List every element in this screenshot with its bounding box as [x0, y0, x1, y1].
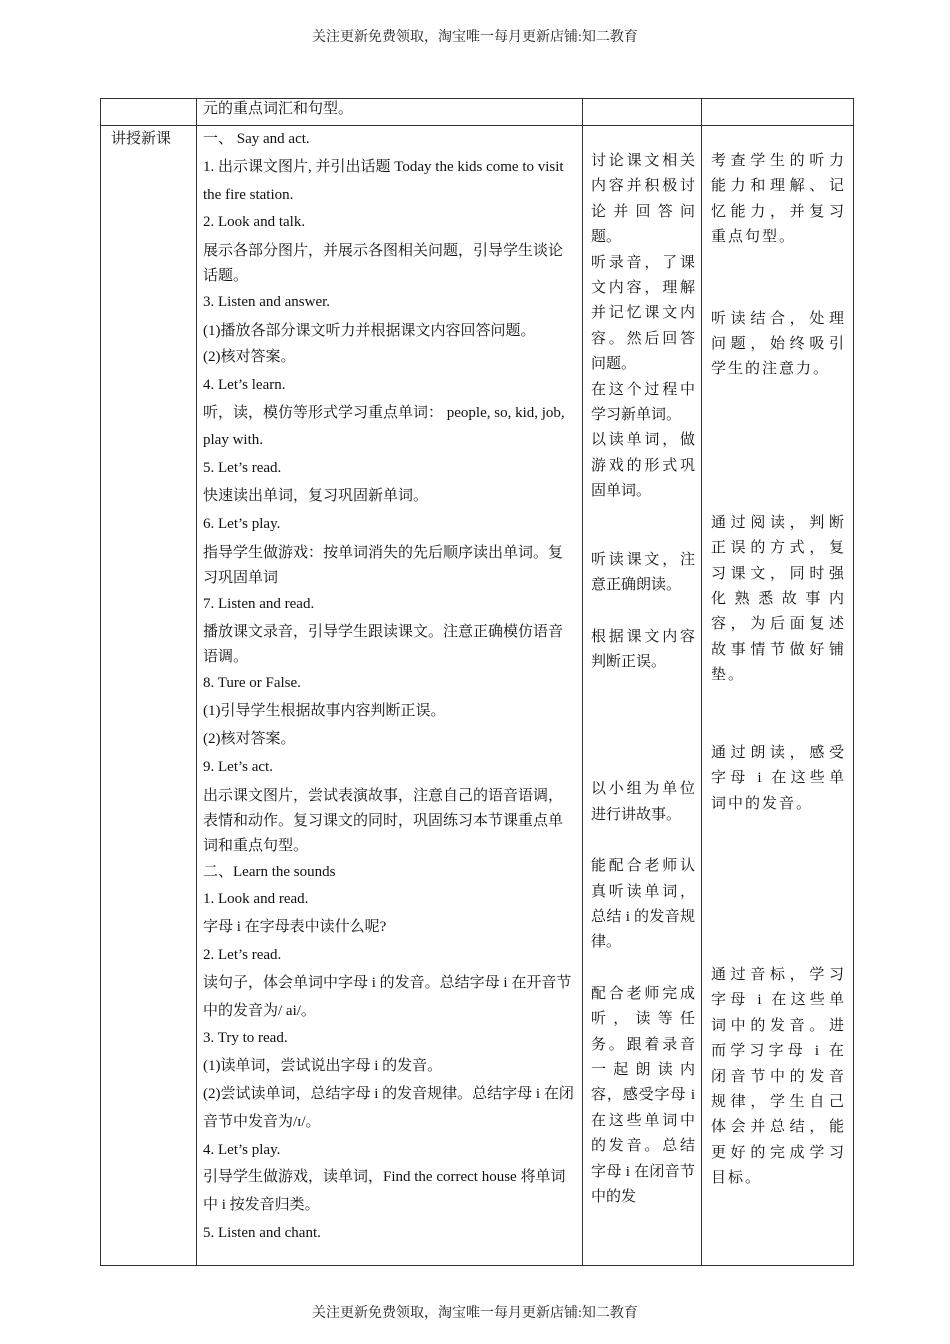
design-intent: 听读结合，处理问题，始终吸引学生的注意力。	[711, 310, 846, 378]
procedure-line: 8. Ture or False.	[203, 675, 301, 692]
design-intent: 通过阅读，判断正误的方式，复习课文，同时强化熟悉故事内容，为后面复述故事情节做好铺垫。	[711, 514, 846, 684]
procedure-line: 4. Let’s play.	[203, 1141, 281, 1158]
prev-row-student-cell	[583, 99, 702, 126]
student-activity: 根据课文内容判断正误。	[591, 628, 695, 670]
prev-row-text: 元的重点词汇和句型。	[203, 101, 354, 117]
procedure-line: 出示课文图片，尝试表演故事，注意自己的语音语调，表情和动作。复习课文的同时，巩固练习本节课重点单词和重点句型。	[203, 787, 564, 854]
design-intent-cell	[702, 126, 854, 1266]
table-row	[101, 126, 854, 1266]
procedure-line: 听，读，模仿等形式学习重点单词： people, so, kid, job, play with.	[203, 404, 565, 449]
procedure-line: (2)尝试读单词，总结字母 i 的发音规律。总结字母 i 在闭音节中发音为/ɪ/。	[203, 1085, 574, 1130]
prev-row-procedure-cell	[197, 99, 583, 126]
procedure-line: 展示各部分图片，并展示各图相关问题，引导学生谈论话题。	[203, 243, 564, 285]
student-activity: 听录音，了课文内容，理解并记忆课文内容。然后回答问题。	[591, 254, 695, 373]
student-activity: 以小组为单位进行讲故事。	[591, 781, 695, 823]
procedure-line: 7. Listen and read.	[203, 595, 315, 612]
procedure-cell	[197, 126, 583, 1266]
design-intent-list	[702, 149, 853, 1192]
section-label-cell	[101, 126, 197, 1266]
procedure-line: 字母 i 在字母表中读什么呢?	[203, 919, 387, 936]
procedure-line: 4. Let’s learn.	[203, 376, 286, 393]
prev-row-intent-cell	[702, 99, 854, 126]
procedure-line: 快速读出单词，复习巩固新单词。	[203, 487, 429, 504]
procedure-line: 引导学生做游戏，读单词，Find the correct house 将单词中 i 按发音归类。	[203, 1169, 566, 1214]
procedure-line: 1. 出示课文图片, 并引出话题 Today the kids come to visit the fire station.	[203, 158, 564, 203]
design-intent: 考查学生的听力能力和理解、记忆能力，并复习重点句型。	[711, 153, 846, 246]
student-activity: 讨论课文相关内容并积极讨论并回答问题。	[591, 153, 695, 246]
procedure-line: (1)播放各部分课文听力并根据课文内容回答问题。	[203, 322, 536, 339]
student-activity: 以读单词，做游戏的形式巩固单词。	[591, 432, 695, 500]
page-footer: 关注更新免费领取，淘宝唯一每月更新店铺:知二教育	[312, 1306, 638, 1321]
procedure-line: 6. Let’s play.	[203, 515, 281, 532]
design-intent: 通过音标，学习字母 i 在这些单词中的发音。进而学习字母 i 在闭音节中的发音规律，学生自己体会并总结，能更好的完成学习目标。	[711, 966, 846, 1187]
procedure-line: 一、 Say and act.	[203, 131, 310, 147]
procedure-line: 播放课文录音，引导学生跟读课文。注意正确模仿语音语调。	[203, 624, 564, 666]
student-activity: 听读课文，注意正确朗读。	[591, 551, 695, 594]
procedure-line: (1)读单词，尝试说出字母 i 的发音。	[203, 1058, 443, 1075]
design-intent: 通过朗读，感受字母 i 在这些单词中的发音。	[711, 744, 846, 812]
student-activity: 配合老师完成听，读等任务。跟着录音一起朗读内容，感受字母 i 在这些单词中的发音。总结字母 i 在闭音节中的发	[591, 985, 695, 1205]
page-header: 关注更新免费领取，淘宝唯一每月更新店铺:知二教育	[312, 30, 638, 45]
procedure-line: 3. Try to read.	[203, 1030, 288, 1047]
section-label: 讲授新课	[111, 131, 172, 147]
table-row	[101, 99, 854, 126]
student-activity: 在这个过程中学习新单词。	[591, 381, 695, 424]
procedure-line: 1. Look and read.	[203, 891, 309, 908]
procedure-line: 2. Let’s read.	[203, 946, 282, 963]
procedure-line: 二、Learn the sounds	[203, 863, 336, 880]
procedure-line: 5. Listen and chant.	[203, 1224, 321, 1241]
procedure-line: 5. Let’s read.	[203, 460, 282, 477]
student-activity: 能配合老师认真听读单词，总结 i 的发音规律。	[591, 858, 695, 951]
procedure-list	[197, 126, 582, 1248]
procedure-line: (1)引导学生根据故事内容判断正误。	[203, 703, 446, 720]
procedure-line: (2)核对答案。	[203, 730, 296, 747]
procedure-line: 指导学生做游戏：按单词消失的先后顺序读出单词。复习巩固单词	[203, 544, 564, 586]
procedure-line: (2)核对答案。	[203, 348, 296, 365]
student-activity-list	[583, 149, 701, 1210]
procedure-line: 2. Look and talk.	[203, 214, 306, 231]
procedure-line: 读句子，体会单词中字母 i 的发音。总结字母 i 在开音节中的发音为/ ai/。	[203, 974, 572, 1019]
procedure-line: 3. Listen and answer.	[203, 294, 331, 311]
prev-row-label-cell	[101, 99, 197, 126]
lesson-plan-table	[100, 98, 854, 1266]
student-activity-cell	[583, 126, 702, 1266]
procedure-line: 9. Let’s act.	[203, 758, 273, 775]
